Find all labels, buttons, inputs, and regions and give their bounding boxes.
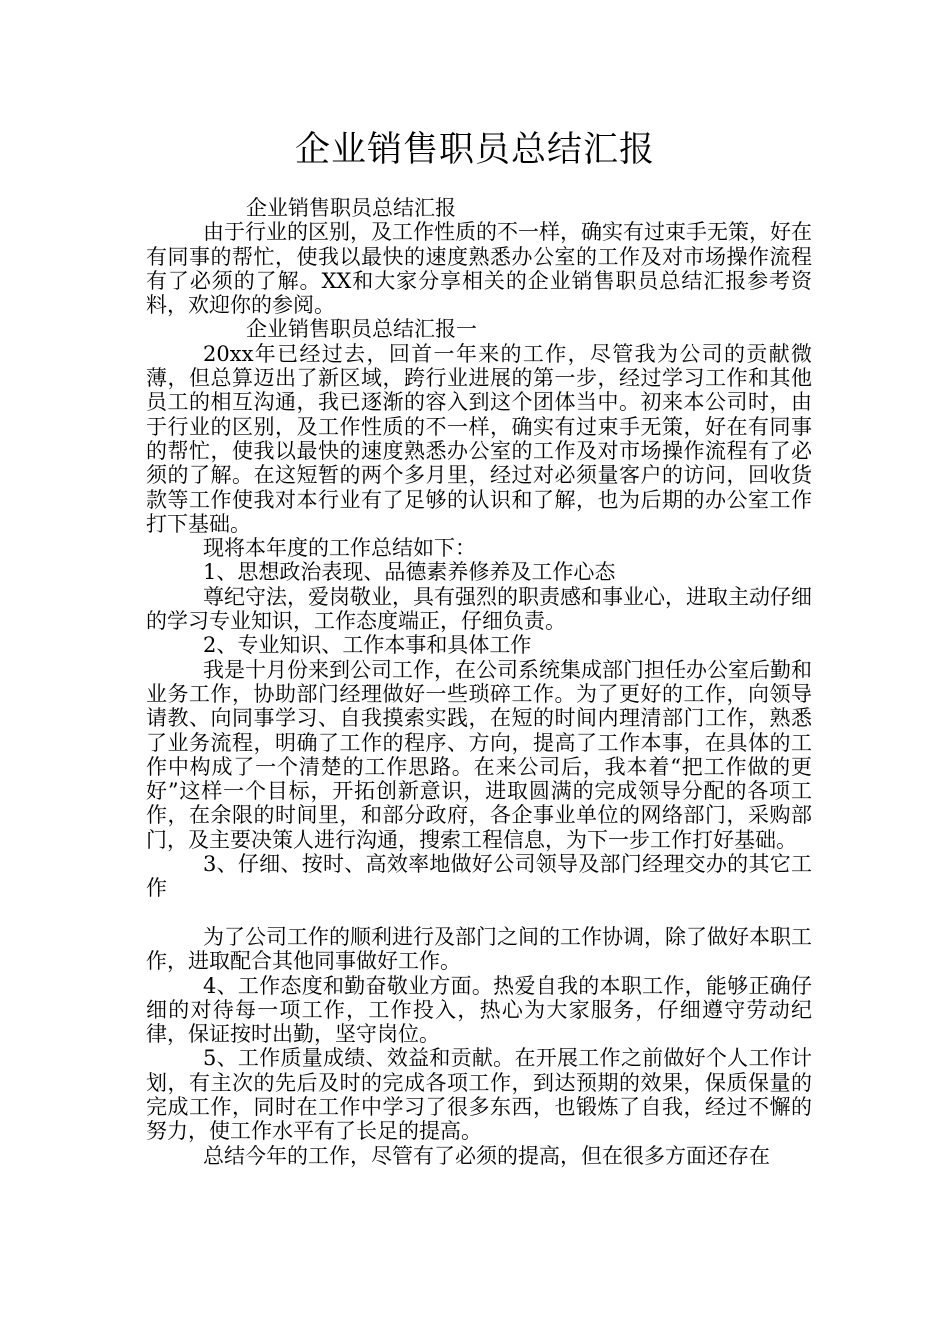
paragraph-section-5: 5、工作质量成绩、效益和贡献。在开展工作之前做好个人工作计划，有主次的先后及时的完成各项工作，到达预期的效果，保质保量的完成工作，同时在工作中学习了很多东西，也锻炼了自我，经过不懈的努力，使工作水平有了长足的提高。 (146, 1046, 812, 1144)
paragraph-section-3: 为了公司工作的顺利进行及部门之间的工作协调，除了做好本职工作，进取配合其他同事做好工作。 (146, 924, 812, 974)
paragraph-conclusion: 总结今年的工作，尽管有了必须的提高，但在很多方面还存在 (203, 1143, 770, 1168)
paragraph-section-2: 我是十月份来到公司工作，在公司系统集成部门担任办公室后勤和业务工作，协助部门经理做好一些琐碎工作。为了更好的工作，向领导请教、向同事学习、自我摸索实践，在短的时间内理清部门工作，熟悉了业务流程，明确了工作的程序、方向，提高了工作本事，在具体的工作中构成了一个清楚的工作思路。在来公司后，我本着“把工作做的更好”这样一个目标，开拓创新意识，进取圆满的完成领导分配的各项工作，在余限的时间里，和部分政府，各企事业单位的网络部门，采购部门，及主要决策人进行沟通，搜索工程信息，为下一步工作打好基础。 (146, 657, 812, 852)
paragraph-section-4: 4、工作态度和勤奋敬业方面。热爱自我的本职工作，能够正确仔细的对待每一项工作，工作投入，热心为大家服务，仔细遵守劳动纪律，保证按时出勤，坚守岗位。 (146, 973, 812, 1047)
subheading-2: 企业销售职员总结汇报一 (246, 317, 477, 342)
document-title: 企业销售职员总结汇报 (294, 130, 655, 170)
document-body (146, 196, 812, 1168)
paragraph-section-1: 尊纪守法，爱岗敬业，具有强烈的职责感和事业心，进取主动仔细的学习专业知识，工作态度端正，仔细负责。 (146, 584, 812, 634)
section-heading-3: 3、仔细、按时、高效率地做好公司领导及部门经理交办的其它工作 (146, 852, 812, 901)
paragraph-intro: 由于行业的区别，及工作性质的不一样，确实有过束手无策，好在有同事的帮忙，使我以最快的速度熟悉办公室的工作及对市场操作流程有了必须的了解。XX和大家分享相关的企业销售职员总结汇报参考资料，欢迎你的参阅。 (146, 220, 812, 318)
section-heading-2: 2、专业知识、工作本事和具体工作 (203, 633, 532, 658)
blank-line (146, 901, 812, 925)
subheading-1: 企业销售职员总结汇报 (246, 196, 456, 220)
paragraph-review: 20xx年已经过去，回首一年来的工作，尽管我为公司的贡献微薄，但总算迈出了新区域，跨行业进展的第一步，经过学习工作和其他员工的相互沟通，我已逐渐的容入到这个团体当中。初来本公司时，由于行业的区别，及工作性质的不一样，确实有过束手无策，好在有同事的帮忙，使我以最快的速度熟悉办公室的工作及对市场操作流程有了必须的了解。在这短暂的两个多月里，经过对必须量客户的访问，回收货款等工作使我对本行业有了足够的认识和了解，也为后期的办公室工作打下基础。 (146, 341, 812, 536)
section-heading-1: 1、思想政治表现、品德素养修养及工作心态 (203, 560, 616, 585)
paragraph-summary-intro: 现将本年度的工作总结如下： (203, 536, 476, 561)
